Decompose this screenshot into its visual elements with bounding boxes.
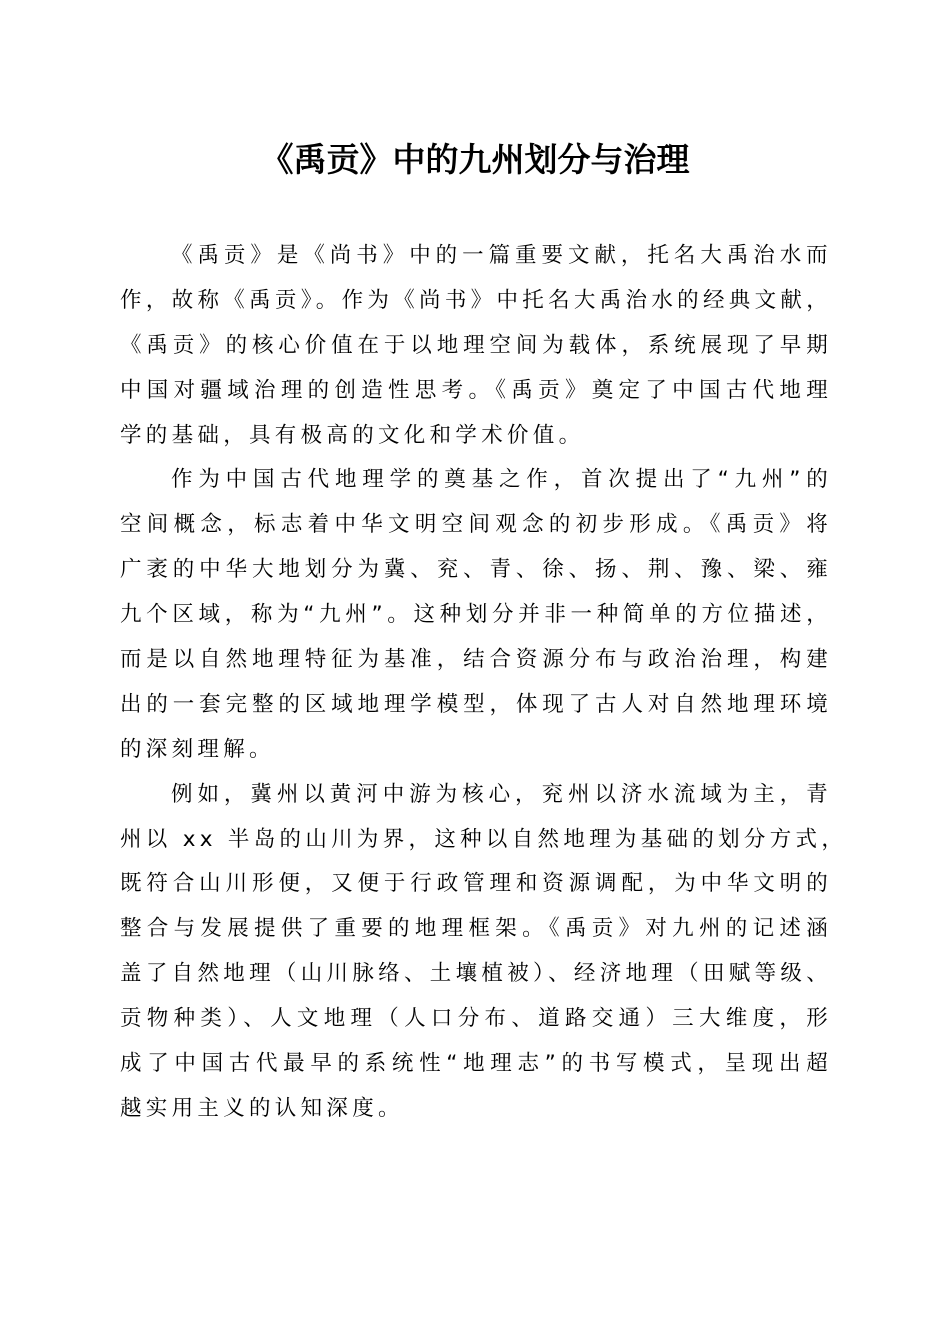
paragraph-line: 整合与发展提供了重要的地理框架。《禹贡》对九州的记述涵 — [120, 916, 832, 942]
paragraph-line: 例如，冀州以黄河中游为核心，兖州以济水流域为主，青 — [171, 781, 832, 807]
paragraph-line: 作，故称《禹贡》。作为《尚书》中托名大禹治水的经典文献， — [120, 287, 832, 313]
paragraph-line: 既符合山川形便，又便于行政管理和资源调配，为中华文明的 — [120, 871, 832, 897]
paragraph-line: 空间概念，标志着中华文明空间观念的初步形成。《禹贡》将 — [120, 512, 832, 538]
paragraph-1 — [120, 234, 832, 458]
paragraph-line: 出的一套完整的区域地理学模型，体现了古人对自然地理环境 — [120, 691, 832, 717]
paragraph-line: 的深刻理解。 — [120, 736, 275, 762]
document-title: 《禹贡》中的九州划分与治理 — [260, 140, 690, 179]
document-body — [120, 234, 848, 1132]
paragraph-line: 作为中国古代地理学的奠基之作，首次提出了“九州”的 — [171, 467, 832, 493]
paragraph-line: 广袤的中华大地划分为冀、兖、青、徐、扬、荆、豫、梁、雍 — [120, 557, 832, 583]
paragraph-line: 州以 xx 半岛的山川为界，这种以自然地理为基础的划分方式， — [120, 826, 848, 852]
paragraph-line: 贡物种类）、人文地理（人口分布、道路交通）三大维度，形 — [120, 1006, 832, 1032]
paragraph-line: 越实用主义的认知深度。 — [120, 1095, 404, 1121]
paragraph-line: 《禹贡》的核心价值在于以地理空间为载体，系统展现了早期 — [120, 332, 832, 358]
paragraph-line: 学的基础，具有极高的文化和学术价值。 — [120, 422, 585, 448]
paragraph-line: 中国对疆域治理的创造性思考。《禹贡》奠定了中国古代地理 — [120, 377, 832, 403]
paragraph-line: 九个区域，称为“九州”。这种划分并非一种简单的方位描述， — [120, 602, 832, 628]
paragraph-line: 成了中国古代最早的系统性“地理志”的书写模式，呈现出超 — [120, 1051, 832, 1077]
paragraph-3 — [120, 773, 848, 1132]
paragraph-2 — [120, 458, 832, 772]
paragraph-line: 《禹贡》是《尚书》中的一篇重要文献，托名大禹治水而 — [171, 243, 832, 268]
paragraph-line: 而是以自然地理特征为基准，结合资源分布与政治治理，构建 — [120, 647, 832, 673]
paragraph-line: 盖了自然地理（山川脉络、土壤植被）、经济地理（田赋等级、 — [120, 961, 832, 987]
